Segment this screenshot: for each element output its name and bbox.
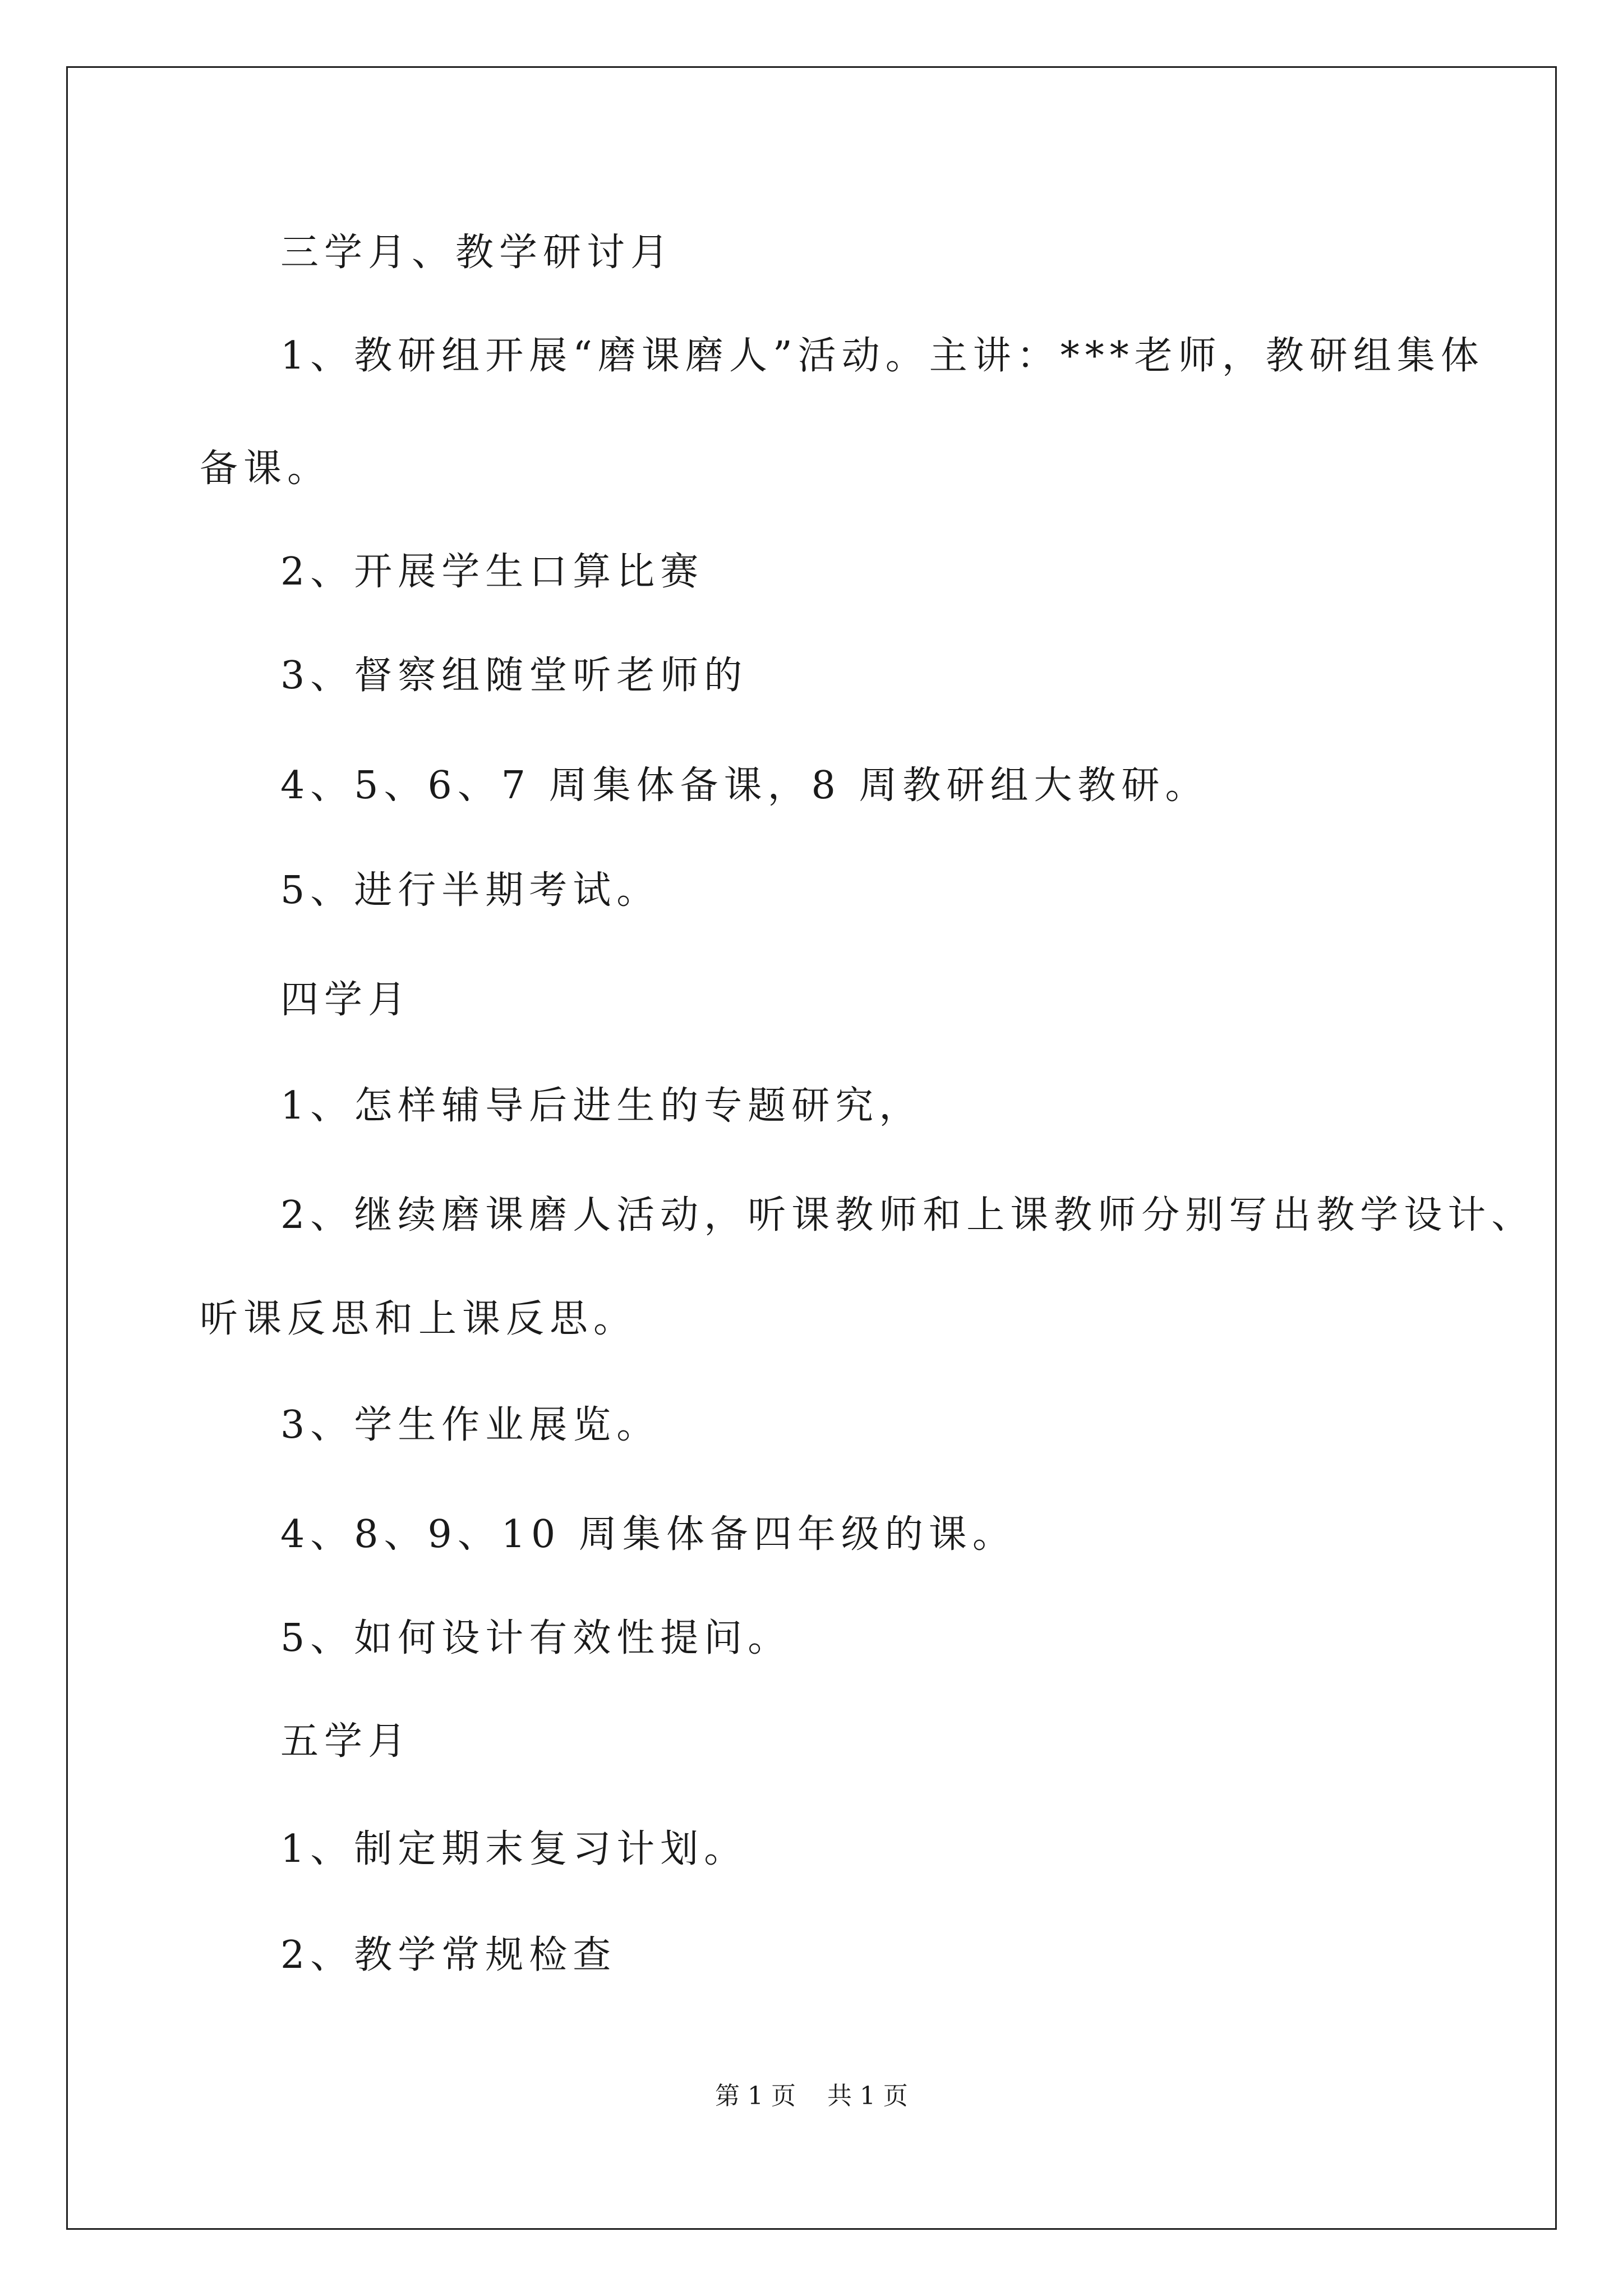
paragraph-line: 备课。 bbox=[200, 447, 331, 491]
section-heading-5: 五学月 bbox=[280, 1719, 412, 1764]
paragraph-line: 2、继续磨课磨人活动，听课教师和上课教师分别写出教学设计、 bbox=[280, 1193, 1536, 1237]
paragraph-line: 听课反思和上课反思。 bbox=[200, 1297, 638, 1341]
section-heading-4: 四学月 bbox=[280, 978, 412, 1022]
paragraph-line: 3、学生作业展览。 bbox=[280, 1403, 661, 1447]
paragraph-line: 1、怎样辅导后进生的专题研究， bbox=[280, 1084, 923, 1128]
paragraph-line: 5、如何设计有效性提问。 bbox=[280, 1616, 792, 1660]
paragraph-line: 1、制定期末复习计划。 bbox=[280, 1827, 748, 1871]
section-heading-3: 三学月、教学研讨月 bbox=[280, 231, 675, 275]
paragraph-line: 5、进行半期考试。 bbox=[280, 868, 661, 913]
paragraph-line: 1、教研组开展“磨课磨人”活动。主讲：***老师，教研组集体 bbox=[280, 334, 1484, 378]
paragraph-line: 4、5、6、7 周集体备课，8 周教研组大教研。 bbox=[280, 763, 1209, 808]
paragraph-line: 2、开展学生口算比赛 bbox=[280, 550, 704, 594]
page-number-footer: 第 1 页 共 1 页 bbox=[715, 2082, 908, 2110]
paragraph-line: 4、8、9、10 周集体备四年级的课。 bbox=[280, 1512, 1016, 1557]
paragraph-line: 3、督察组随堂听老师的 bbox=[280, 654, 748, 698]
page-border bbox=[66, 66, 1557, 2230]
paragraph-line: 2、教学常规检查 bbox=[280, 1933, 617, 1977]
